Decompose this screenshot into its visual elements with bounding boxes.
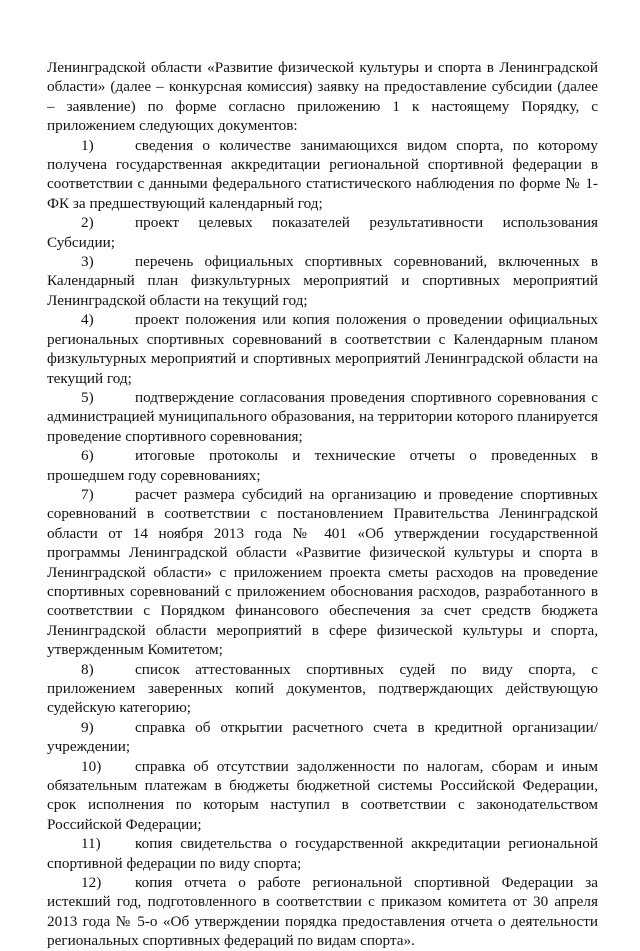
item-text: копия отчета о работе региональной спортивной Федерации за истекший год, подготовленного в соответствии с приказом комитета от 30 апреля 2013 года № 5-о «Об утверждении порядка предоставления отчета о деятельности региональных спортивных федераций по видам спорта». (47, 874, 598, 950)
item-number: 7) (81, 485, 94, 503)
item-number: 12) (81, 874, 102, 892)
list-item (47, 446, 598, 485)
item-text: итоговые протоколы и технические отчеты о проведенных в прошедшем году соревнованиях; (47, 447, 598, 484)
item-text: справка об открытии расчетного счета в кредитной организации/учреждении; (47, 718, 598, 756)
item-text: перечень официальных спортивных соревнований, включенных в Календарный план физкультурных мероприятий и спортивных мероприятий Ленинградской области на текущий год; (47, 253, 598, 309)
list-item (47, 252, 598, 310)
list-item (47, 213, 598, 252)
intro-paragraph: Ленинградской области «Развитие физической культуры и спорта в Ленинградской области» (далее – конкурсная комиссия) заявку на предоставление субсидии (далее – заявление) по форме согласно приложению 1 к настоящему Порядку, с приложением следующих документов: (47, 59, 598, 135)
item-text: проект целевых показателей результативности использования Субсидии; (47, 214, 598, 251)
list-item (47, 388, 598, 446)
item-number: 10) (81, 757, 102, 775)
item-number: 4) (81, 311, 94, 329)
list-item (47, 136, 598, 214)
item-number: 9) (81, 718, 94, 736)
item-text: расчет размера субсидий на организацию и проведение спортивных соревнований в соответствии с постановлением Правительства Ленинградской области от 14 ноября 2013 года № 401 «Об утверждении государственной программы Ленинградской области «Развитие физической культуры и спорта в Ленинградской области» с приложением проекта сметы расходов на проведение спортивных соревнований с приложением обоснования расходов, разработанного в соответствии с Порядком финансового обеспечения за счет средств бюджета Ленинградской области мероприятий в сфере физической культуры и спорта, утвержденным Комитетом; (47, 485, 598, 659)
item-text: список аттестованных спортивных судей по виду спорта, с приложением заверенных копий документов, подтверждающих действующую судейскую категорию; (47, 660, 598, 717)
item-text: подтверждение согласования проведения спортивного соревнования с администрацией муниципального образования, на территории которого планируется проведение спортивного соревнования; (47, 388, 598, 445)
list-item (47, 757, 598, 835)
item-number: 5) (81, 388, 94, 406)
item-text: справка об отсутствии задолженности по налогам, сборам и иным обязательным платежам в бюджеты бюджетной системы Российской Федерации, срок исполнения по которым наступил в соответствии с законодательством Российской Федерации; (47, 757, 598, 833)
item-number: 11) (81, 835, 101, 853)
list-item (47, 310, 598, 388)
list-item (47, 873, 598, 951)
item-text: копия свидетельства о государственной аккредитации региональной спортивной федерации по виду спорта; (47, 835, 598, 872)
item-text: сведения о количестве занимающихся видом спорта, по которому получена государственная аккредитации региональной спортивной федерации в соответствии с данными федерального статистического наблюдения по форме № 1-ФК за предшествующий календарный год; (47, 136, 598, 212)
list-item (47, 660, 598, 718)
list-item (47, 718, 598, 757)
item-number: 8) (81, 660, 94, 678)
item-number: 6) (81, 447, 94, 465)
list-item (47, 485, 598, 660)
list-item (47, 834, 598, 873)
item-number: 2) (81, 214, 94, 232)
item-text: проект положения или копия положения о проведении официальных региональных спортивных соревнований в соответствии с Календарным планом физкультурных мероприятий и спортивных мероприятий Ленинградской области на текущий год; (47, 311, 598, 387)
item-number: 3) (81, 253, 94, 271)
item-number: 1) (81, 136, 94, 154)
